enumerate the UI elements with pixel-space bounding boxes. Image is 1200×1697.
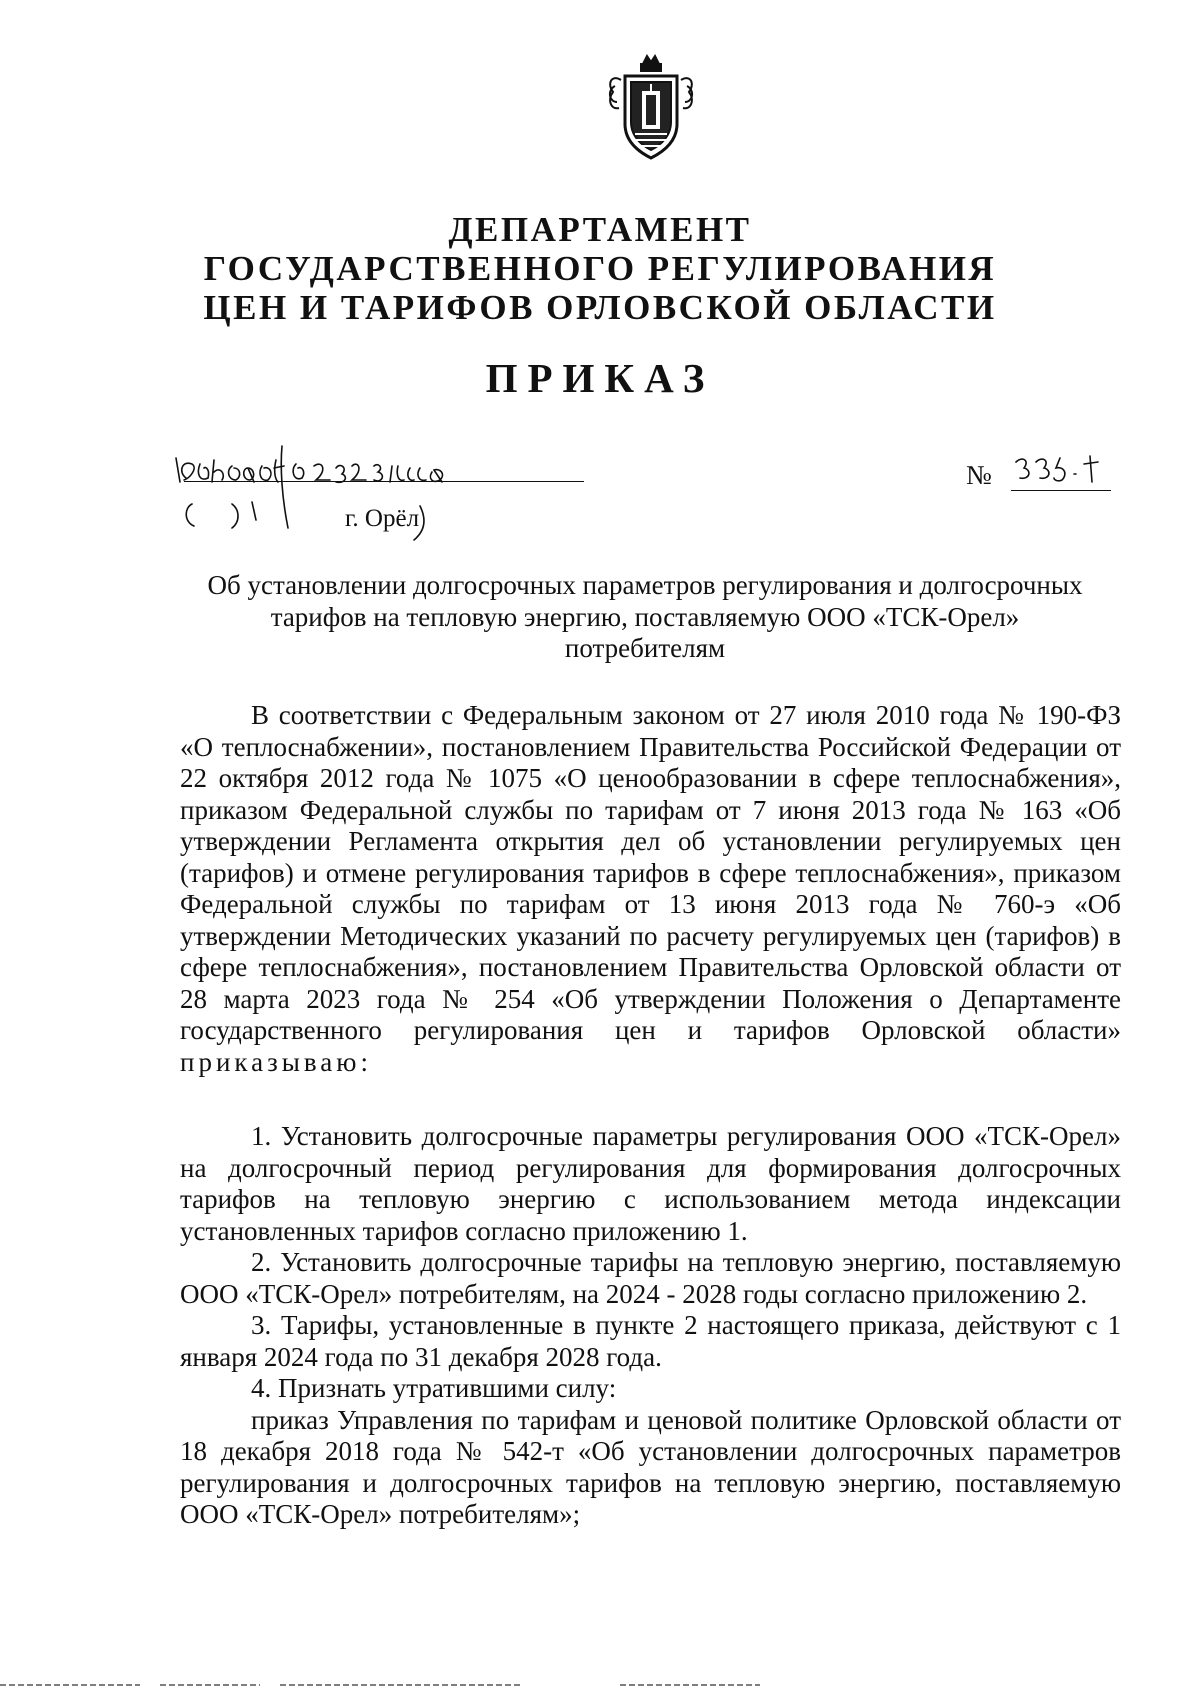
org-name-line-3: ЦЕН И ТАРИФОВ ОРЛОВСКОЙ ОБЛАСТИ	[203, 288, 997, 327]
subject-line-3: потребителям	[564, 633, 726, 663]
order-item-1: 1. Установить долгосрочные параметры регулирования ООО «ТСК-Орел» на долгосрочный период регулирования для формирования долгосрочных тарифов на тепловую энергию с использованием метода индексации установленных тарифов согласно приложению 1.	[180, 1121, 1121, 1246]
preamble-end: :	[360, 1046, 368, 1077]
document-type-title: ПРИКАЗ	[485, 355, 715, 401]
city-label: г. Орёл	[345, 505, 420, 532]
order-item-2: 2. Установить долгосрочные тарифы на тепловую энергию, поставляемую ООО «ТСК-Орел» потребителям, на 2024 - 2028 годы согласно приложению 2.	[180, 1247, 1121, 1309]
preamble-text: В соответствии с Федеральным законом от 27 июля 2010 года № 190-ФЗ «О теплоснабжении», постановлением Правительства Российской Федерации от 22 октября 2012 года № 1075 «О ценообразовании в сфере теплоснабжения», приказом Федеральной службы по тарифам от 7 июня 2013 года № 163 «Об утверждении Регламента открытия дел об установлении регулируемых цен (тарифов) и отмене регулирования тарифов в сфере теплоснабжения», приказом Федеральной службы по тарифам от 13 июня 2013 года № 760-э «Об утверждении Методических указаний по расчету регулируемых цен (тарифов) в сфере теплоснабжения», постановлением Правительства Орловской области от 28 марта 2023 года № 254 «Об утверждении Положения о Департаменте государственного регулирования цен и тарифов Орловской области»	[180, 700, 1121, 1045]
order-item-3: 3. Тарифы, установленные в пункте 2 настоящего приказа, действуют с 1 января 2024 года по 31 декабря 2028 года.	[180, 1310, 1121, 1372]
org-name-line-2: ГОСУДАРСТВЕННОГО РЕГУЛИРОВАНИЯ	[203, 249, 997, 288]
order-item-4-text: приказ Управления по тарифам и ценовой политике Орловской области от 18 декабря 2018 года № 542-т «Об установлении долгосрочных параметров регулирования и долгосрочных тарифов на тепловую энергию, поставляемую ООО «ТСК-Орел» потребителям»;	[180, 1404, 1121, 1529]
number-sign: №	[966, 460, 992, 490]
document-subject	[170, 570, 1120, 665]
handwritten-number	[1012, 448, 1112, 492]
order-item-4: 4. Признать утратившими силу:	[251, 1373, 617, 1403]
org-name-line-1: ДЕПАРТАМЕНТ	[448, 210, 752, 249]
order-word: приказываю	[180, 1046, 361, 1077]
coat-of-arms-icon	[603, 50, 699, 162]
subject-line-1: Об установлении долгосрочных параметров регулирования и долгосрочных	[207, 570, 1083, 600]
preamble-paragraph	[180, 700, 1121, 1078]
order-items	[180, 1121, 1121, 1531]
subject-line-2: тарифов на тепловую энергию, поставляемую ООО «ТСК-Орел»	[270, 601, 1020, 632]
scan-edge-line	[0, 1684, 1200, 1686]
